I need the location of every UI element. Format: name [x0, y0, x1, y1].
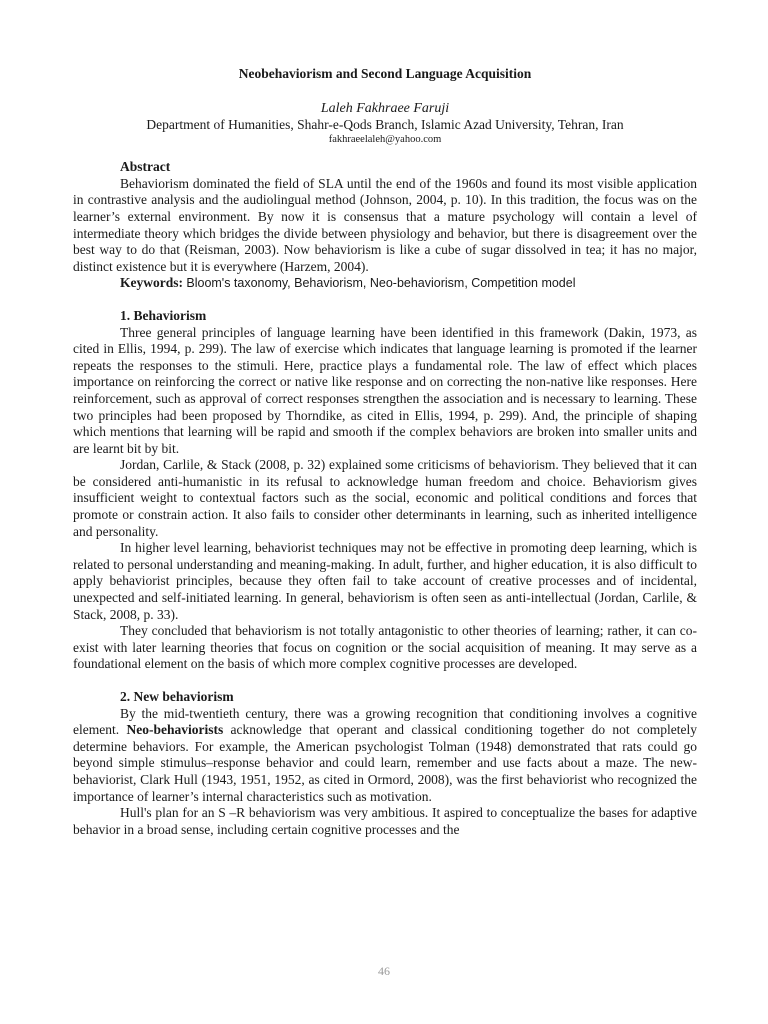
neo-behaviorists-term: Neo-behaviorists [126, 722, 224, 738]
section-heading-new-behaviorism: 2. New behaviorism [120, 689, 234, 704]
author-email: fakhraeelaleh@yahoo.com [328, 134, 442, 146]
section1-paragraph: They concluded that behaviorism is not totally antagonistic to other theories of learning; rather, it can co-exist with later learning theories that focus on cognition or the social acquisition of meaning. It may serve as a foundational element on the basis of which more complex cognitive processes are developed. [73, 623, 697, 672]
paper-title: Neobehaviorism and Second Language Acquisition [238, 66, 532, 81]
author-name: Laleh Fakhraee Faruji [320, 100, 450, 116]
abstract-text: Behaviorism dominated the field of SLA until the end of the 1960s and found its most visible application in contrastive analysis and the audiolingual method (Johnson, 2004, p. 10). In this tradition, the focus was on the learner’s external environment. By now it is consensus that a mature psychology will contain a level of intermediate theory which bridges the divide between physiology and behavior, but there is disagreement over the best way to do that (Reisman, 2003). Now behaviorism is like a cube of sugar dissolved in tea; it has no major, distinct existence but it is everywhere (Harzem, 2004). [73, 175, 697, 274]
page-number: 46 [378, 964, 390, 978]
section2-paragraph: Hull's plan for an S –R behaviorism was very ambitious. It aspired to conceptualize the bases for adaptive behavior in a broad sense, including certain cognitive processes and the [73, 805, 697, 837]
author-affiliation: Department of Humanities, Shahr-e-Qods Branch, Islamic Azad University, Tehran, Iran [146, 116, 624, 132]
section1-paragraph: Jordan, Carlile, & Stack (2008, p. 32) explained some criticisms of behaviorism. They believed that it can be considered anti-humanistic in its refusal to acknowledge human freedom and choice. Behaviorism gives insufficient weight to contextual factors such as the social, economic and political conditions and forces that promote or constrain action. It also fails to consider other determinants in learning, such as inherited intelligence and personality. [73, 457, 697, 539]
keywords-list: Bloom's taxonomy, Behaviorism, Neo-behaviorism, Competition model [186, 276, 576, 291]
abstract-heading: Abstract [120, 159, 171, 175]
section2-text-start: By the mid-twentieth century, there was a growing recognition that conditioning involves a cognitive element. [73, 705, 697, 738]
section-heading-behaviorism: 1. Behaviorism [120, 307, 207, 323]
keywords-label: Keywords: [120, 275, 183, 291]
document-page [73, 66, 697, 838]
keywords-line [73, 275, 697, 292]
section2-text-end: acknowledge that operant and classical conditioning together do not completely determine behaviors. For example, the American psychologist Tolman (1948) demonstrated that rats could go beyond simple stimulus–response behavior and could learn, remember and use facts about a maze. The new-behaviorist, Clark Hull (1943, 1951, 1952, as cited in Ormord, 2008), was the first behaviorist who recognized the importance of learner’s internal characteristics such as motivation. [73, 722, 697, 804]
section1-paragraph: Three general principles of language learning have been identified in this framework (Dakin, 1973, as cited in Ellis, 1994, p. 299). The law of exercise which indicates that language learning is promoted if the learner repeats the responses to the stimuli. Here, practice plays a fundamental role. The law of effect which places importance on reinforcing the correct or native like response and on correcting the non-native like responses. Here reinforcement, such as approval of correct responses strengthen the association and is necessary to learning. These two principles had been proposed by Thorndike, as cited in Ellis, 1994, p. 299). And, the principle of shaping which mentions that learning will be rapid and smooth if the complex behaviors are broken into smaller units and are learnt bit by bit. [73, 324, 697, 456]
section2-paragraph [73, 706, 697, 806]
section1-paragraph: In higher level learning, behaviorist techniques may not be effective in promoting deep learning, which is related to personal understanding and meaning-making. In adult, further, and higher education, it is also difficult to apply behaviorist principles, because they often fail to take account of creative processes and of incidental, unexpected and self-initiated learning. In general, behaviorism is often seen as anti-intellectual (Jordan, Carlile, & Stack, 2008, p. 33). [73, 540, 697, 622]
